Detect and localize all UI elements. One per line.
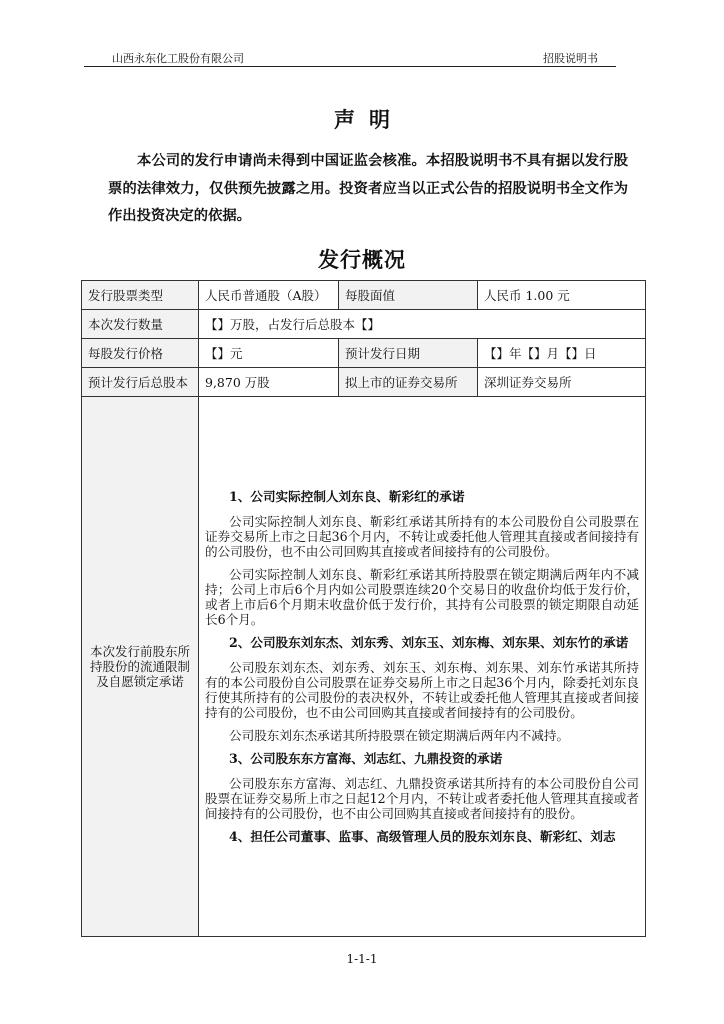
row-value: 9,870 万股 [199,368,339,397]
declaration-text: 本公司的发行申请尚未得到中国证监会核准。本招股说明书不具有据以发行股票的法律效力，仅供预先披露之用。投资者应当以正式公告的招股说明书全文作为作出投资决定的依据。 [108,153,628,224]
row-value: 人民币 1.00 元 [478,281,646,310]
table-row [82,281,646,310]
row-value: 人民币普通股（A股） [199,281,339,310]
row-label: 本次发行数量 [82,310,199,339]
row-value: 【】万股，占发行后总股本【】 [199,310,646,339]
overview-title: 发行概况 [318,247,406,272]
section-heading: 1、公司实际控制人刘东良、靳彩红的承诺 [229,489,465,504]
row-value: 【】元 [199,339,339,368]
page-header [84,44,616,67]
company-name: 山西永东化工股份有限公司 [112,52,244,65]
restriction-label: 本次发行前股东所持股份的流通限制及自愿锁定承诺 [82,397,199,937]
document-type: 招股说明书 [543,52,598,65]
row-value: 深圳证券交易所 [478,368,646,397]
section-heading: 4、担任公司董事、监事、高级管理人员的股东刘东良、靳彩红、刘志 [229,829,616,844]
section-heading: 2、公司股东刘东杰、刘东秀、刘东玉、刘东梅、刘东果、刘东竹的承诺 [229,635,629,650]
table-row [82,368,646,397]
table-row [82,339,646,368]
row-value: 【】年【】月【】日 [478,339,646,368]
declaration-title: 声明 [334,107,404,132]
section-heading: 3、公司股东东方富海、刘志红、九鼎投资的承诺 [229,751,503,766]
row-label: 拟上市的证券交易所 [339,368,478,397]
declaration-body [108,148,628,231]
section-paragraph: 公司股东刘东杰、刘东秀、刘东玉、刘东梅、刘东果、刘东竹承诺其所持有的本公司股份自公司股票在证券交易所上市之日起36个月内，除委托刘东良行使其所持有的公司股份的表决权外，不转让或委托他人管理其直接或者间接持有的公司股份，也不由公司回购其直接或者间接持有的公司股份。 [205,660,639,720]
section-paragraph: 公司实际控制人刘东良、靳彩红承诺其所持股票在锁定期满后两年内不减持；公司上市后6个月内如公司股票连续20个交易日的收盘价均低于发行价，或者上市后6个月期末收盘价低于发行价，其持有公司股票的锁定期限自动延长6个月。 [205,567,639,627]
table-row [82,397,646,937]
table-row [82,310,646,339]
row-label: 发行股票类型 [82,281,199,310]
overview-table [81,280,646,937]
row-label: 每股发行价格 [82,339,199,368]
section-paragraph: 公司实际控制人刘东良、靳彩红承诺其所持有的本公司股份自公司股票在证券交易所上市之日起36个月内，不转让或委托他人管理其直接或者间接持有的公司股份，也不由公司回购其直接或者间接持有的公司股份。 [205,514,639,559]
restriction-content [199,397,646,937]
row-label: 预计发行后总股本 [82,368,199,397]
section-paragraph: 公司股东东方富海、刘志红、九鼎投资承诺其所持有的本公司股份自公司股票在证券交易所上市之日起12个月内，不转让或者委托他人管理其直接或者间接持有的公司股份，也不由公司回购其直接或者间接持有的股份。 [205,776,639,821]
section-paragraph: 公司股东刘东杰承诺其所持股票在锁定期满后两年内不减持。 [229,728,570,743]
row-label: 每股面值 [339,281,478,310]
row-label: 预计发行日期 [339,339,478,368]
page-number: 1-1-1 [346,952,378,966]
